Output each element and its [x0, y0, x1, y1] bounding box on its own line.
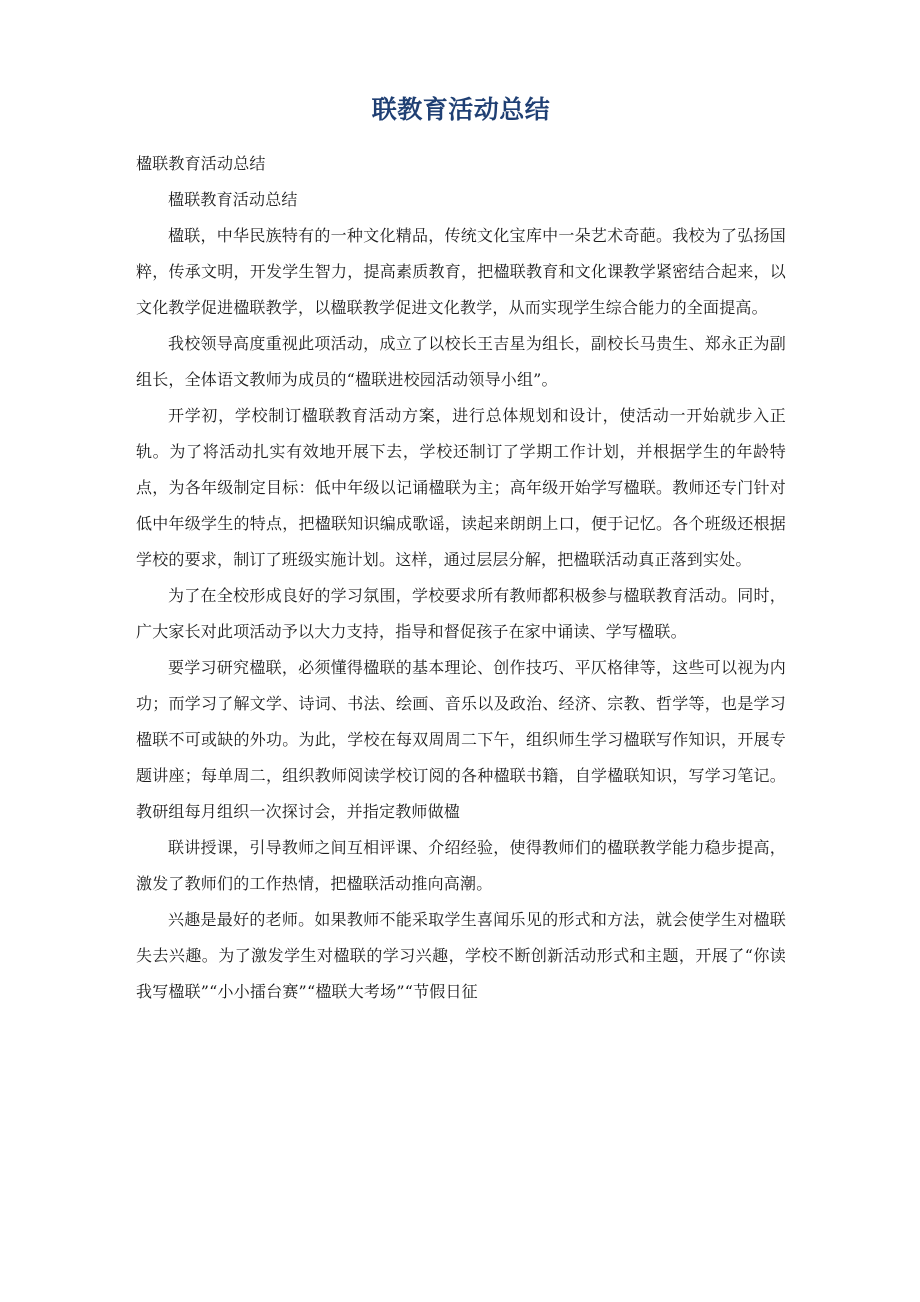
paragraph-3: 我校领导高度重视此项活动，成立了以校长王吉星为组长，副校长马贵生、郑永正为副组长，全体语文教师为成员的“楹联进校园活动领导小组”。 — [136, 334, 786, 389]
paragraph-7: 联讲授课，引导教师之间互相评课、介绍经验，使得教师们的楹联教学能力稳步提高，激发了教师们的工作热情，把楹联活动推向高潮。 — [136, 838, 786, 893]
document-title: 联教育活动总结 — [371, 95, 551, 124]
paragraph-8: 兴趣是最好的老师。如果教师不能采取学生喜闻乐见的形式和方法，就会使学生对楹联失去兴趣。为了激发学生对楹联的学习兴趣，学校不断创新活动形式和主题，开展了“你读我写楹联”“小小擂台赛”“楹联大考场”“节假日征 — [136, 910, 786, 1001]
paragraph-5: 为了在全校形成良好的学习氛围，学校要求所有教师都积极参与楹联教育活动。同时，广大家长对此项活动予以大力支持，指导和督促孩子在家中诵读、学写楹联。 — [136, 586, 786, 641]
paragraph-2: 楹联，中华民族特有的一种文化精品，传统文化宝库中一朵艺术奇葩。我校为了弘扬国粹，传承文明，开发学生智力，提高素质教育，把楹联教育和文化课教学紧密结合起来，以文化教学促进楹联教学，以楹联教学促进文化教学，从而实现学生综合能力的全面提高。 — [136, 226, 786, 317]
paragraph-1: 楹联教育活动总结 — [168, 190, 298, 209]
paragraph-4: 开学初，学校制订楹联教育活动方案，进行总体规划和设计，使活动一开始就步入正轨。为了将活动扎实有效地开展下去，学校还制订了学期工作计划，并根据学生的年龄特点，为各年级制定目标：低中年级以记诵楹联为主；高年级开始学写楹联。教师还专门针对低中年级学生的特点，把楹联知识编成歌谣，读起来朗朗上口，便于记忆。各个班级还根据学校的要求，制订了班级实施计划。这样，通过层层分解，把楹联活动真正落到实处。 — [136, 406, 786, 569]
document-subheading: 楹联教育活动总结 — [136, 154, 266, 173]
paragraph-6: 要学习研究楹联，必须懂得楹联的基本理论、创作技巧、平仄格律等，这些可以视为内功；而学习了解文学、诗词、书法、绘画、音乐以及政治、经济、宗教、哲学等，也是学习楹联不可或缺的外功。为此，学校在每双周周二下午，组织师生学习楹联写作知识，开展专题讲座；每单周二，组织教师阅读学校订阅的各种楹联书籍，自学楹联知识，写学习笔记。教研组每月组织一次探讨会，并指定教师做楹 — [136, 658, 786, 821]
